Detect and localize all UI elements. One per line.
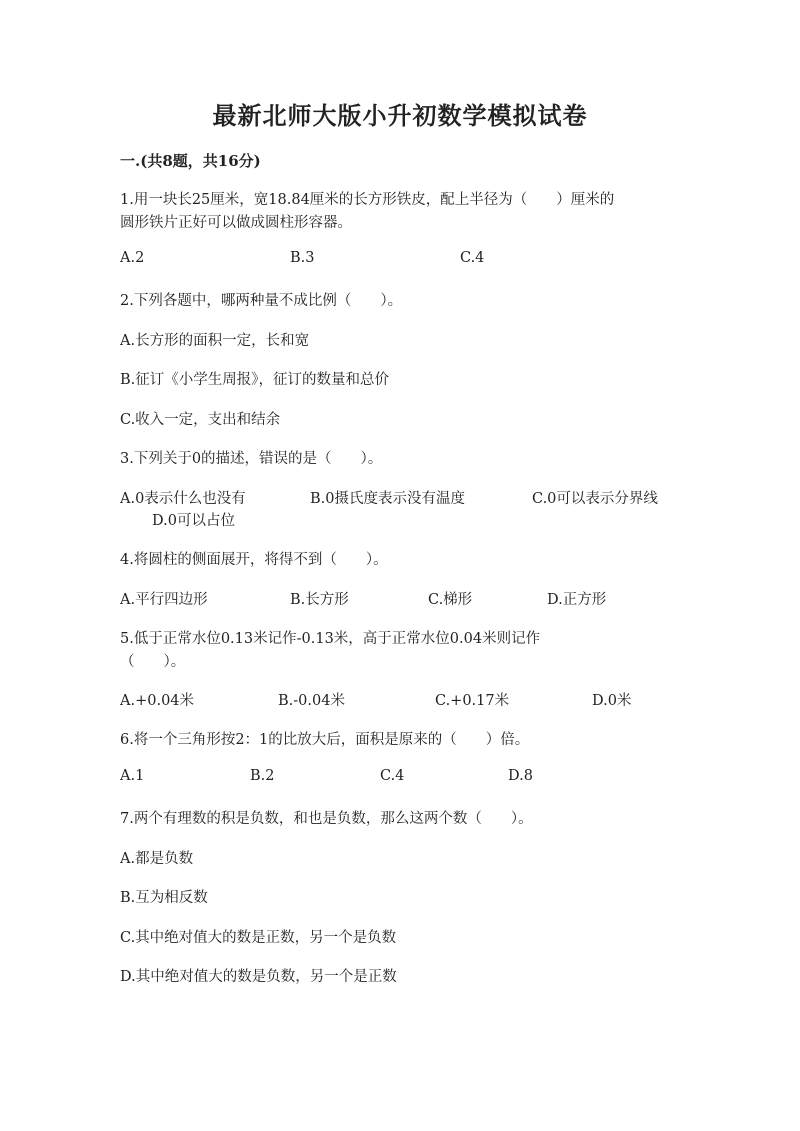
question-2-line-1: 2.下列各题中，哪两种量不成比例（ ）。 xyxy=(120,293,403,309)
question-1-line-2: 圆形铁片正好可以做成圆柱形容器。 xyxy=(120,215,352,231)
question-4-option-d[interactable]: D.正方形 xyxy=(547,592,607,608)
question-5-line-2: （ ）。 xyxy=(120,654,186,670)
question-6-option-a[interactable]: A.1 xyxy=(120,768,145,784)
question-3-option-a[interactable]: A.0表示什么也没有 xyxy=(120,491,246,507)
question-3-line-1: 3.下列关于0的描述，错误的是（ ）。 xyxy=(120,451,383,467)
question-2-option-a[interactable]: A.长方形的面积一定，长和宽 xyxy=(120,333,310,349)
question-4-option-c[interactable]: C.梯形 xyxy=(428,592,473,608)
question-7-option-a[interactable]: A.都是负数 xyxy=(120,851,194,867)
question-6-option-c[interactable]: C.4 xyxy=(380,768,405,784)
question-6-option-b[interactable]: B.2 xyxy=(250,768,275,784)
question-5-option-d[interactable]: D.0米 xyxy=(592,693,632,709)
question-3-option-b[interactable]: B.0摄氏度表示没有温度 xyxy=(310,491,465,507)
section-heading: 一.(共8题，共16分) xyxy=(120,152,261,170)
question-6-line-1: 6.将一个三角形按2：1的比放大后，面积是原来的（ ）倍。 xyxy=(120,732,530,748)
question-6-option-d[interactable]: D.8 xyxy=(508,768,533,784)
question-4-option-b[interactable]: B.长方形 xyxy=(290,592,349,608)
question-3-option-c[interactable]: C.0可以表示分界线 xyxy=(532,491,658,507)
question-3-option-d[interactable]: D.0可以占位 xyxy=(152,513,235,529)
question-2-option-c[interactable]: C.收入一定，支出和结余 xyxy=(120,412,281,428)
question-7-line-1: 7.两个有理数的积是负数，和也是负数，那么这两个数（ ）。 xyxy=(120,811,533,827)
question-7-option-d[interactable]: D.其中绝对值大的数是负数，另一个是正数 xyxy=(120,969,397,985)
question-4-option-a[interactable]: A.平行四边形 xyxy=(120,592,208,608)
question-1-option-a[interactable]: A.2 xyxy=(120,250,145,266)
question-7-option-b[interactable]: B.互为相反数 xyxy=(120,890,208,906)
question-2-option-b[interactable]: B.征订《小学生周报》，征订的数量和总价 xyxy=(120,372,390,388)
question-1-option-c[interactable]: C.4 xyxy=(460,250,485,266)
question-5-option-b[interactable]: B.-0.04米 xyxy=(278,693,345,709)
question-5-line-1: 5.低于正常水位0.13米记作-0.13米，高于正常水位0.04米则记作 xyxy=(120,631,541,647)
question-4-line-1: 4.将圆柱的侧面展开，将得不到（ ）。 xyxy=(120,552,388,568)
question-7-option-c[interactable]: C.其中绝对值大的数是正数，另一个是负数 xyxy=(120,930,397,946)
question-1-option-b[interactable]: B.3 xyxy=(290,250,315,266)
page-title: 最新北师大版小升初数学模拟试卷 xyxy=(212,101,588,130)
question-1-line-1: 1.用一块长25厘米，宽18.84厘米的长方形铁皮，配上半径为（ ）厘米的 xyxy=(120,192,615,208)
question-5-option-a[interactable]: A.+0.04米 xyxy=(120,693,195,709)
question-5-option-c[interactable]: C.+0.17米 xyxy=(435,693,510,709)
